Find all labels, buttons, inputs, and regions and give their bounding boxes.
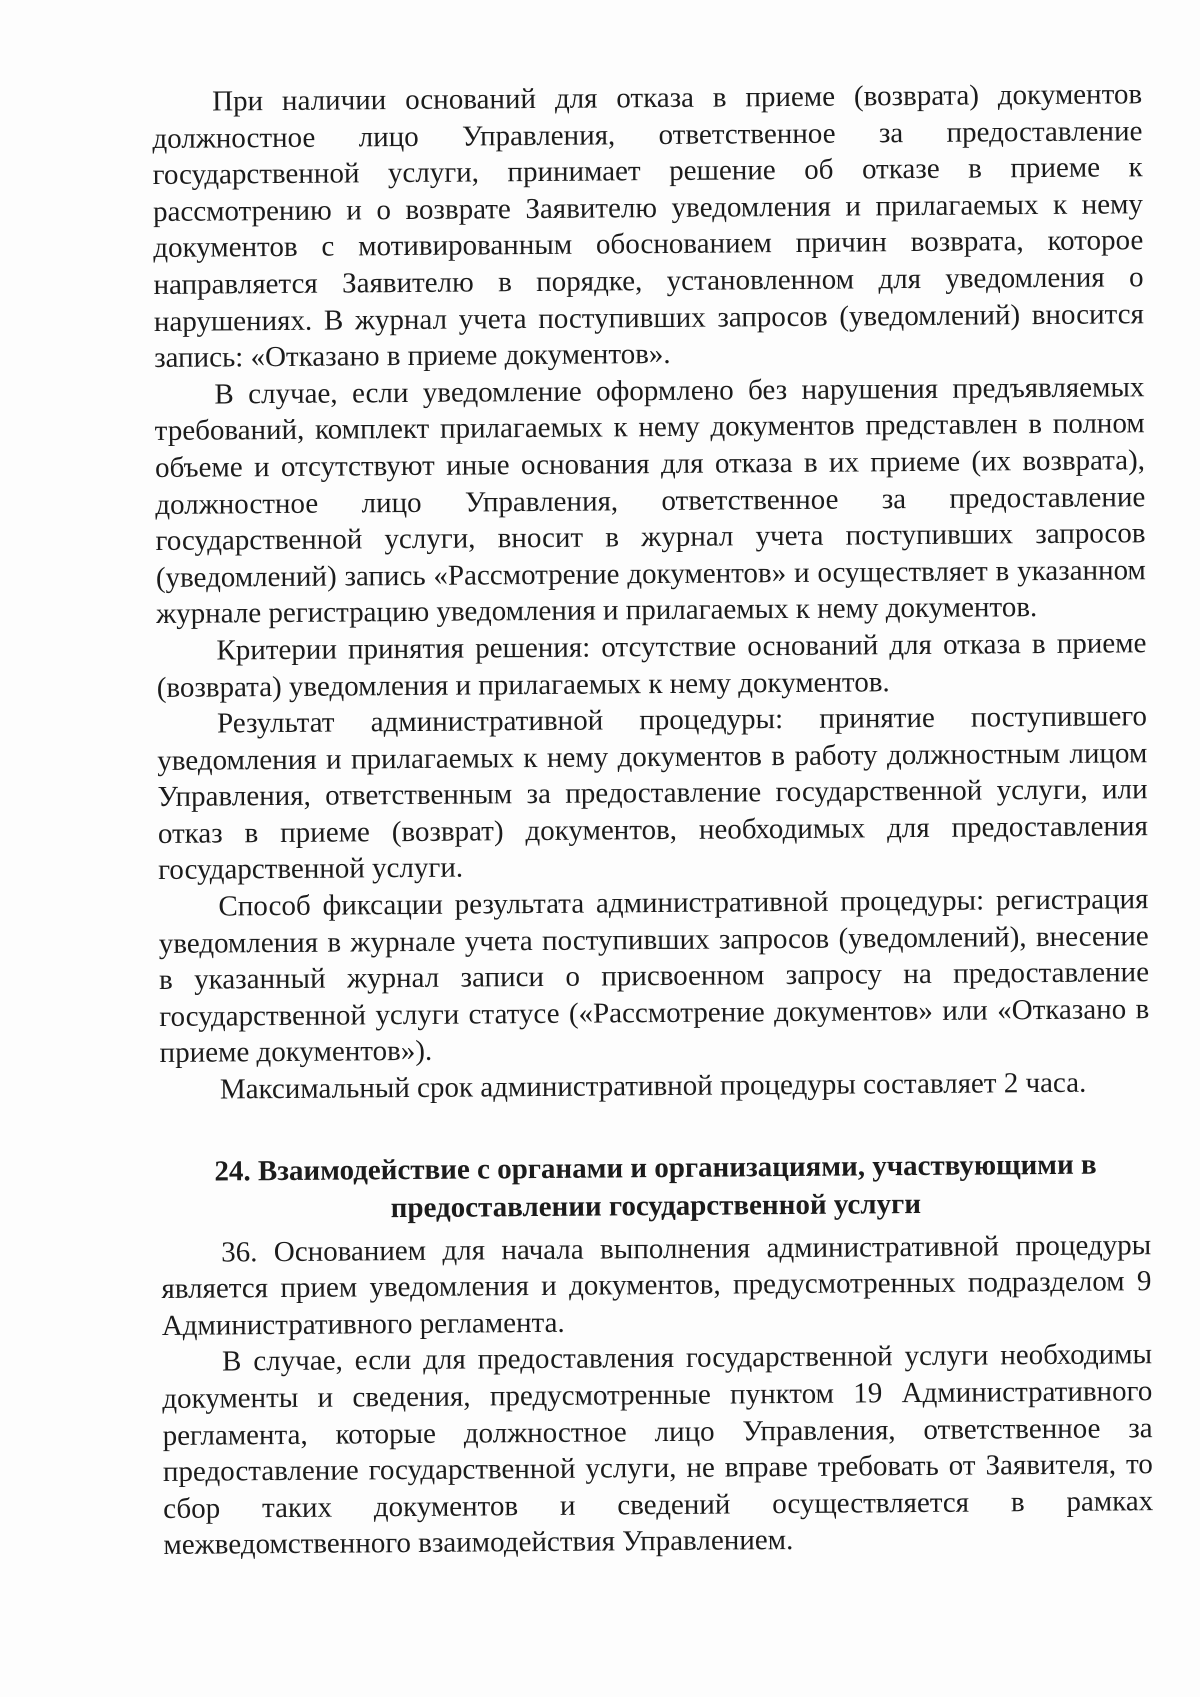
paragraph-recording-method: Способ фиксации результата административной процедуры: регистрация уведомления в журнале учета поступивших запросов (уведомлений), внесение в указанный журнал записи о присвоенном запросу на предоставление государственной услуги статусе («Рассмотрение документов» или «Отказано в приеме документов»). — [158, 883, 1150, 1070]
section-heading: 24. Взаимодействие с органами и организациями, участвующими в предоставлении государственной услуги — [214, 1148, 1097, 1224]
paragraph-decision-criteria: Критерии принятия решения: отсутствие оснований для отказа в приеме (возврата) уведомления и прилагаемых к нему документов. — [156, 627, 1147, 704]
paragraph-max-duration: Максимальный срок административной процедуры составляет 2 часа. — [219, 1066, 1087, 1106]
paragraph-procedure-result: Результат административной процедуры: принятие поступившего уведомления и прилагаемых к нему документов в работу должностным лицом Управления, ответственным за предоставление государственной услуги, или отказ в приеме (возврат) документов, необходимых для предоставления государственной услуги. — [157, 700, 1148, 887]
paragraph-basis-for-start: 36. Основанием для начала выполнения административной процедуры является прием уведомления и документов, предусмотренных подразделом 9 Административного регламента. — [161, 1228, 1152, 1342]
paragraph-refusal-grounds: При наличии оснований для отказа в приеме (возврата) документов должностное лицо Управления, ответственное за предоставление государственной услуги, принимает решение об отказе в приеме к рассмотрению и о возврате Заявителю уведомления и прилагаемых к нему документов с мотивированным обоснованием причин возврата, которое направляется Заявителю в порядке, установленном для уведомления о нарушениях. В журнал учета поступивших запросов (уведомлений) вносится запись: «Отказано в приеме документов». — [152, 78, 1144, 375]
document-body — [152, 76, 1154, 1564]
paragraph-no-violations: В случае, если уведомление оформлено без нарушения предъявляемых требований, комплект прилагаемых к нему документов представлен в полном объеме и отсутствуют иные основания для отказа в их приеме (их возврата), должностное лицо Управления, ответственное за предоставление государственной услуги, вносит в журнал учета поступивших запросов (уведомлений) запись «Рассмотрение документов» и осуществляет в указанном журнале регистрацию уведомления и прилагаемых к нему документов. — [154, 370, 1146, 631]
spacer — [160, 1101, 1150, 1153]
paragraph-interagency-interaction: В случае, если для предоставления государственной услуги необходимы документы и сведения, предусмотренные пунктом 19 Административного регламента, которые должностное лицо Управления, ответственное за предоставление государственной услуги, не вправе требовать от Заявителя, то сбор таких документов и сведений осуществляется в рамках межведомственного взаимодействия Управлением. — [162, 1338, 1154, 1562]
